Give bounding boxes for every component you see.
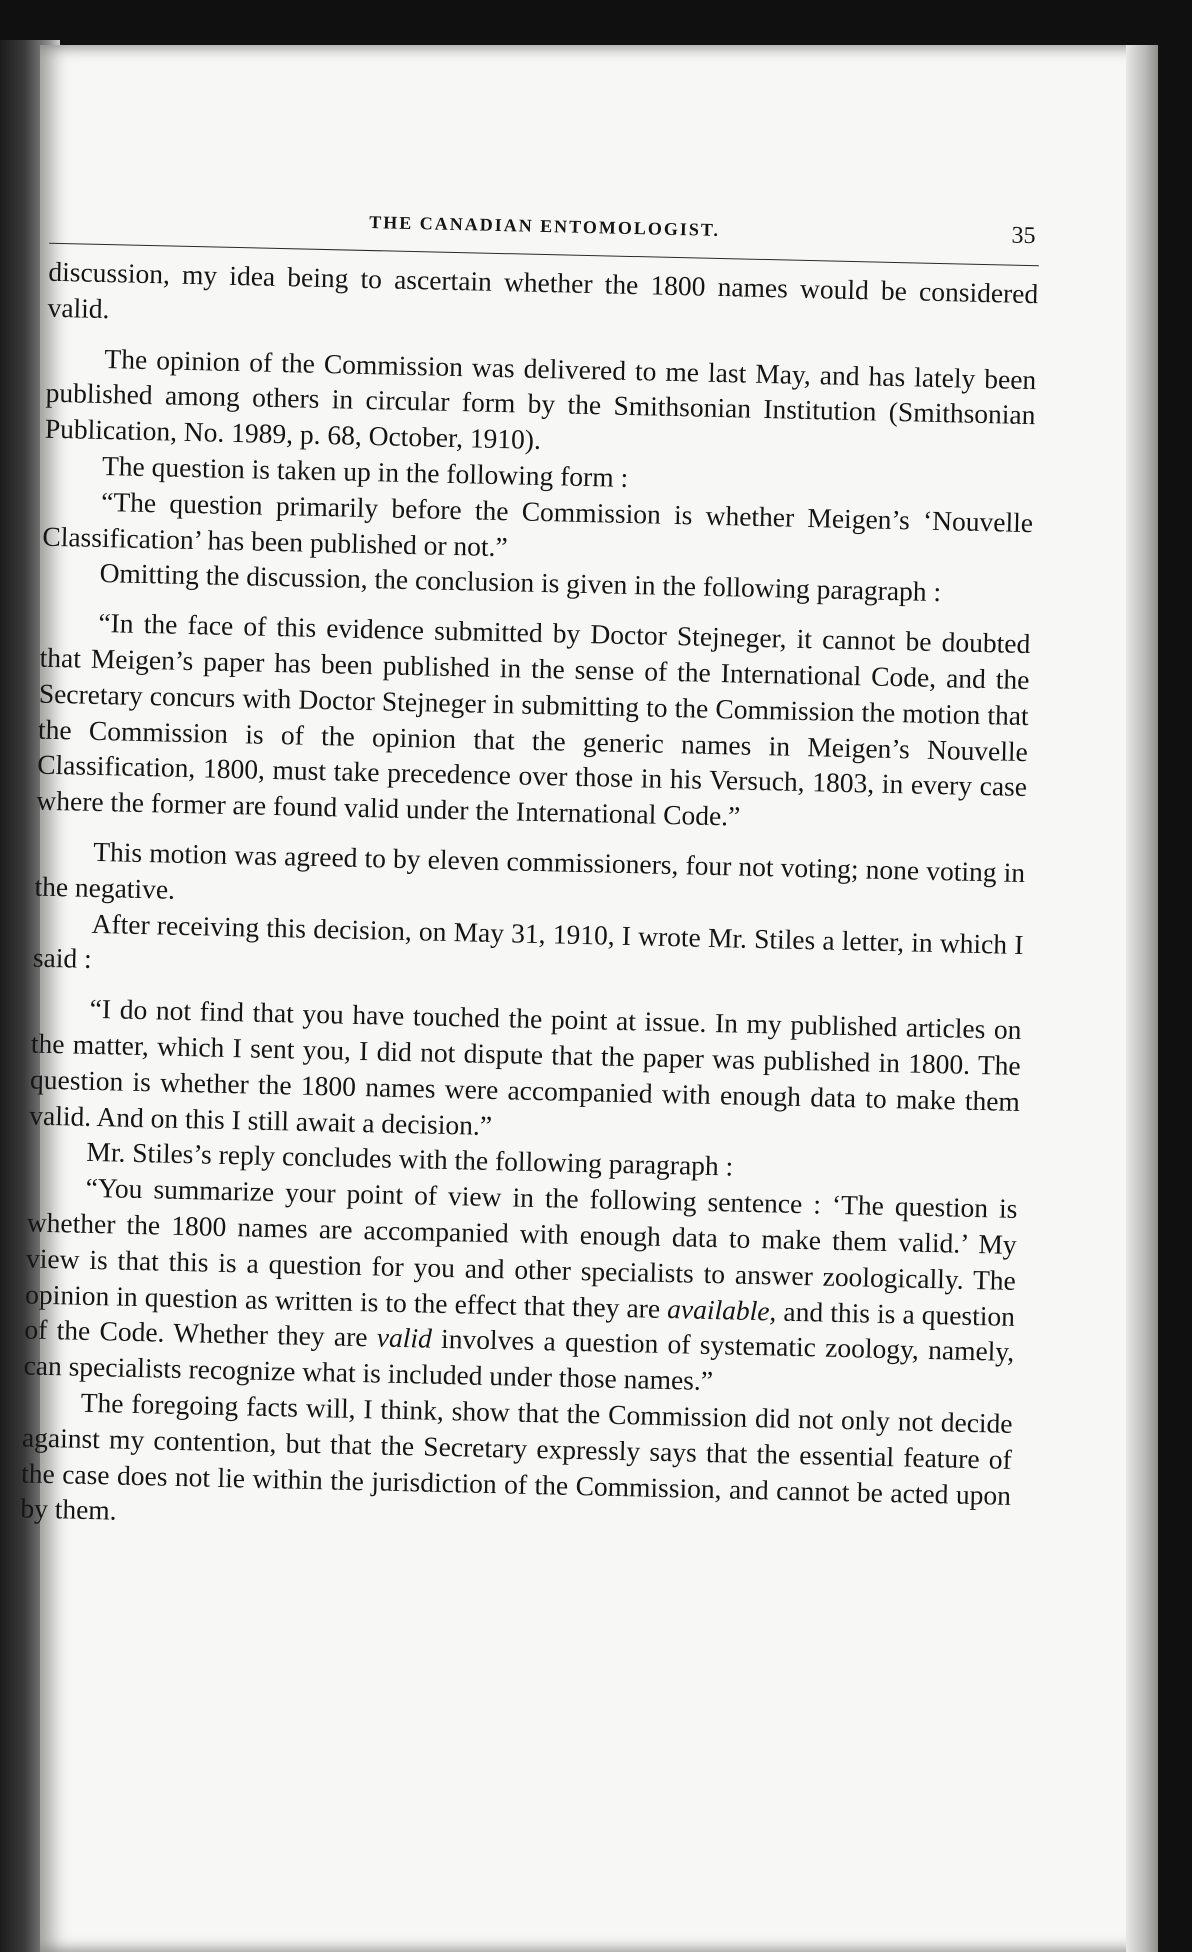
paragraph-continuation: discussion, my idea being to ascertain whether the 1800 names would be considered valid. <box>47 255 1039 324</box>
page-header <box>49 199 1040 266</box>
quote-text: involves a question of systematic zoology, namely, can specialists recognize what is included under those names.” <box>23 1323 1015 1397</box>
paragraph: The foregoing facts will, I think, show that the Commission did not only not decide against my contention, but that the Secretary expressly says that the essential feature of the case does not lie within the jurisdiction of the Commission, and cannot be acted upon by them. <box>20 1386 1013 1526</box>
paragraph: The opinion of the Commission was delivered to me last May, and has lately been published among others in circular form by the Smithsonian Institution (Smithsonian Publication, No. 1989, p. 68, October, 1910). <box>44 342 1037 456</box>
paragraph: The question is taken up in the following form : <box>101 450 629 493</box>
page-number: 35 <box>1011 222 1036 250</box>
paragraph: This motion was agreed to by eleven commissioners, four not voting; none voting in the negative. <box>34 835 1026 905</box>
body-text <box>20 254 1039 1549</box>
quotation: “In the face of this evidence submitted by Doctor Stejneger, it cannot be doubted that Meigen’s paper has been published in the sense of the International Code, and the Secretary concurs with Doctor Stejneger in submitting to the Commission the motion that the Commission is of the opinion that the generic names in Meigen’s Nouvelle Classification, 1800, must take precedence over those in his Versuch, 1803, in every case where the former are found valid under the International Code.” <box>36 607 1031 832</box>
quote-text: “You summarize your point of view in the following sentence : ‘The question is whether the 1800 names are accompanied with enough data to make them valid.’ My view is that this is a question for you and other specialists to answer zoologically. The opinion in question as written is to the effect that they are <box>24 1171 1018 1324</box>
quotation: “The question primarily before the Commission is whether Meigen’s ‘Nouvelle Classification’ has been published or not.” <box>42 485 1034 562</box>
page-edge <box>1126 45 1158 1952</box>
paragraph: Mr. Stiles’s reply concludes with the following paragraph : <box>86 1136 734 1182</box>
quotation <box>23 1169 1018 1406</box>
quote-text: and this is a question of the Code. Whether they are <box>24 1295 1016 1353</box>
paragraph: Omitting the discussion, the conclusion is given in the following paragraph : <box>99 557 942 608</box>
book-page <box>20 45 1158 1952</box>
emphasis-available: available, <box>666 1292 777 1327</box>
emphasis-valid: valid <box>376 1321 433 1355</box>
page-content <box>20 199 1040 1549</box>
running-head: THE CANADIAN ENTOMOLOGIST. <box>369 212 721 240</box>
paragraph: After receiving this decision, on May 31, 1910, I wrote Mr. Stiles a letter, in which I said : <box>32 907 1024 975</box>
quotation: “I do not find that you have touched the point at issue. In my published articles on the matter, which I sent you, I did not dispute that the paper was published in 1800. The question is whether the 1800 names were accompanied with enough data to make them valid. And on this I still await a decision.” <box>28 993 1022 1141</box>
